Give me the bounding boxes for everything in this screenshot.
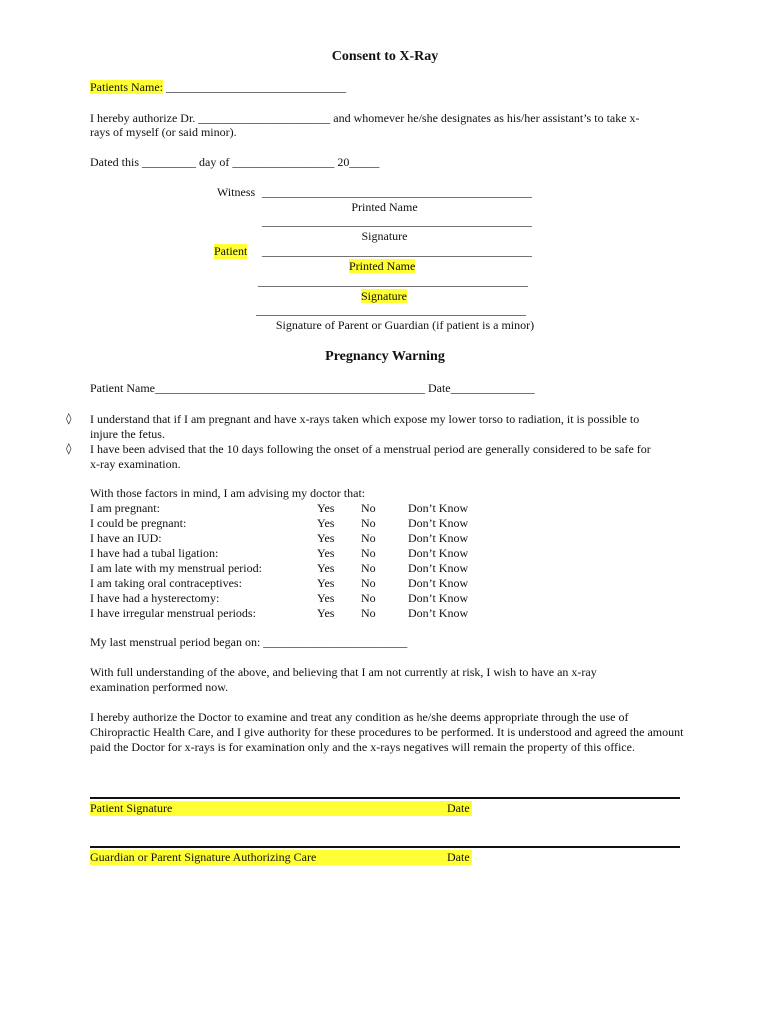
answer-no[interactable]: No	[361, 576, 376, 590]
answer-yes[interactable]: Yes	[317, 606, 335, 620]
question-text: I have an IUD:	[90, 531, 162, 545]
question-text: I am pregnant:	[90, 501, 160, 515]
patient-printed-name-field[interactable]: _____________________________________________	[262, 244, 532, 258]
authorize-line-2: rays of myself (or said minor).	[90, 125, 237, 139]
guardian-date-label: Date	[447, 850, 470, 864]
bullet-1-line-2: injure the fetus.	[90, 427, 165, 441]
patients-name-field[interactable]: ______________________________	[162, 80, 346, 94]
answer-no[interactable]: No	[361, 516, 376, 530]
answer-dont-know[interactable]: Don’t Know	[408, 516, 469, 530]
question-text: I am late with my menstrual period:	[90, 561, 262, 575]
answer-yes[interactable]: Yes	[317, 591, 335, 605]
full-understanding-line-2: examination performed now.	[90, 680, 229, 694]
answer-yes[interactable]: Yes	[317, 516, 335, 530]
answer-yes[interactable]: Yes	[317, 576, 335, 590]
last-period-field[interactable]: My last menstrual period began on: ________________________	[90, 635, 408, 649]
answer-yes[interactable]: Yes	[317, 531, 335, 545]
guardian-signature-label: Guardian or Parent Signature Authorizing Care	[90, 850, 317, 864]
witness-label: Witness	[217, 185, 256, 199]
patient-signature-label: Patient Signature	[90, 801, 173, 815]
patient-printed-name-caption: Printed Name	[349, 259, 416, 273]
patients-name-row	[90, 80, 346, 95]
patient-date-label: Date	[447, 801, 470, 815]
question-text: I could be pregnant:	[90, 516, 187, 530]
authorize-line-1: I hereby authorize Dr. ______________________ and whomever he/she designates as his/her assistant’s to take x-	[90, 111, 640, 125]
dated-line[interactable]: Dated this _________ day of _________________ 20_____	[90, 155, 380, 169]
question-text: I have had a tubal ligation:	[90, 546, 219, 560]
guardian-signature-field[interactable]	[90, 850, 472, 865]
bullet-icon: ◊	[66, 412, 72, 425]
answer-no[interactable]: No	[361, 531, 376, 545]
answer-no[interactable]: No	[361, 591, 376, 605]
pregnancy-title: Pregnancy Warning	[325, 349, 445, 364]
witness-printed-name-caption: Printed Name	[351, 200, 418, 214]
answer-dont-know[interactable]: Don’t Know	[408, 531, 469, 545]
guardian-signature-rule	[90, 846, 680, 848]
patient-signature-field[interactable]	[90, 801, 472, 816]
bullet-2-line-1: I have been advised that the 10 days following the onset of a menstrual period are generally considered to be safe for	[90, 442, 651, 456]
patient-name-date-line[interactable]: Patient Name_____________________________________________ Date______________	[90, 381, 535, 395]
consent-title: Consent to X-Ray	[331, 49, 439, 64]
parent-signature-field[interactable]: _____________________________________________	[256, 303, 526, 317]
question-text: I have irregular menstrual periods:	[90, 606, 256, 620]
parent-signature-caption: Signature of Parent or Guardian (if patient is a minor)	[275, 318, 535, 332]
witness-signature-field[interactable]: _____________________________________________	[262, 214, 532, 228]
answer-yes[interactable]: Yes	[317, 546, 335, 560]
answer-dont-know[interactable]: Don’t Know	[408, 501, 469, 515]
question-text: I am taking oral contraceptives:	[90, 576, 242, 590]
answer-dont-know[interactable]: Don’t Know	[408, 576, 469, 590]
witness-field[interactable]: _____________________________________________	[262, 185, 532, 199]
answer-no[interactable]: No	[361, 561, 376, 575]
full-understanding-line-1: With full understanding of the above, and believing that I am not currently at risk, I wish to have an x-ray	[90, 665, 597, 679]
answer-dont-know[interactable]: Don’t Know	[408, 606, 469, 620]
authorize-doctor-paragraph: I hereby authorize the Doctor to examine and treat any condition as he/she deems appropriate through the use of Chiropractic Health Care, and I give authority for these procedures to be performed. It is understood and agreed the amount paid the Doctor for x-rays is for examination only and the x-rays negatives will remain the property of this office.	[90, 710, 684, 754]
answer-yes[interactable]: Yes	[317, 501, 335, 515]
patient-signature-rule	[90, 797, 680, 799]
answer-dont-know[interactable]: Don’t Know	[408, 546, 469, 560]
answer-dont-know[interactable]: Don’t Know	[408, 591, 469, 605]
bullet-icon: ◊	[66, 442, 72, 455]
question-text: I have had a hysterectomy:	[90, 591, 220, 605]
patient-signature-field[interactable]: _____________________________________________	[258, 274, 528, 288]
patient-label: Patient	[214, 244, 248, 258]
answer-yes[interactable]: Yes	[317, 561, 335, 575]
bullet-2-line-2: x-ray examination.	[90, 457, 181, 471]
factors-intro: With those factors in mind, I am advising my doctor that:	[90, 486, 366, 500]
patient-signature-caption: Signature	[361, 289, 407, 303]
answer-no[interactable]: No	[361, 546, 376, 560]
answer-no[interactable]: No	[361, 501, 376, 515]
answer-dont-know[interactable]: Don’t Know	[408, 561, 469, 575]
bullet-1-line-1: I understand that if I am pregnant and have x-rays taken which expose my lower torso to radiation, it is possible to	[90, 412, 640, 426]
witness-signature-caption: Signature	[361, 229, 408, 243]
patients-name-label: Patients Name:	[90, 80, 163, 94]
answer-no[interactable]: No	[361, 606, 376, 620]
